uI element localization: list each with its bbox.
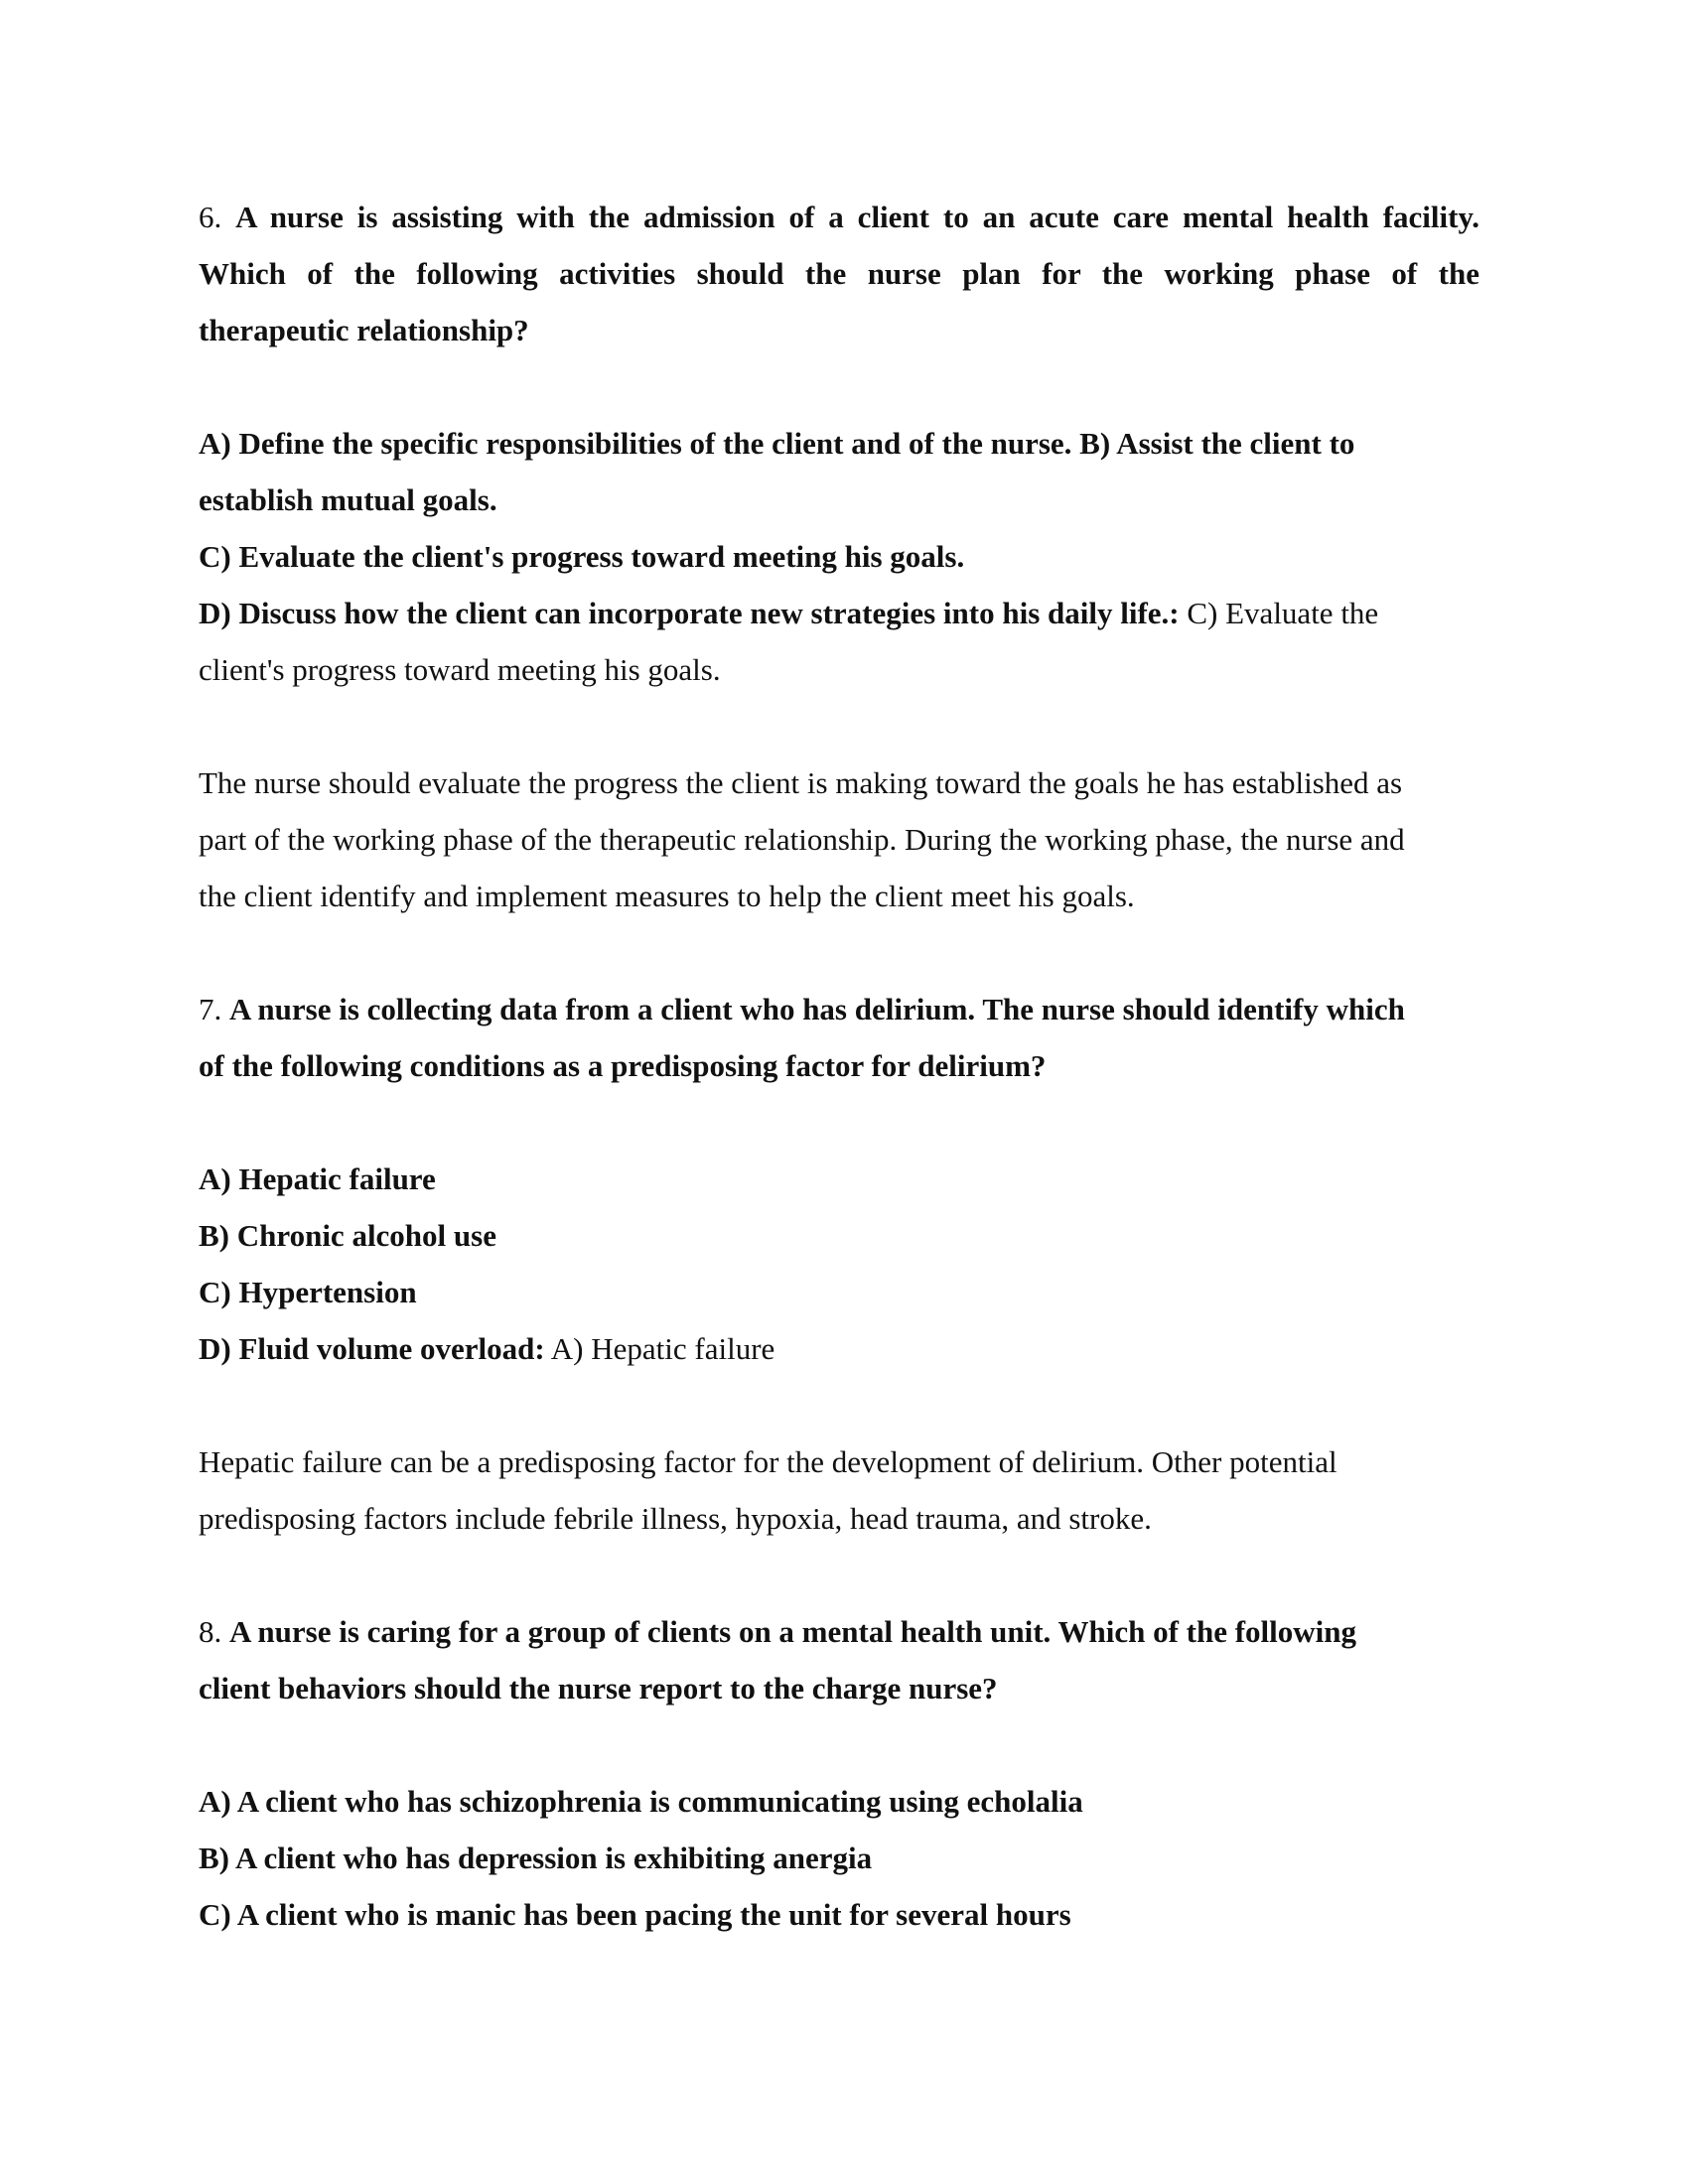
question-8-option-c: C) A client who is manic has been pacing the unit for several hours: [199, 1897, 1071, 1932]
question-7-number: 7.: [199, 992, 222, 1026]
question-7-stem-line-1: 7. A nurse is collecting data from a client who has delirium. The nurse should identify which: [199, 992, 1405, 1026]
question-6-stem-text-1: A nurse is assisting with the admission of a client to an acute care mental health facility.: [235, 200, 1479, 234]
question-6-rationale-line-2: part of the working phase of the therapeutic relationship. During the working phase, the nurse and: [199, 822, 1405, 857]
question-6-number: 6.: [199, 200, 222, 234]
question-8-stem-line-1: 8. A nurse is caring for a group of clients on a mental health unit. Which of the following: [199, 1614, 1357, 1649]
question-6-rationale-line-1: The nurse should evaluate the progress the client is making toward the goals he has established as: [199, 765, 1403, 800]
question-6-stem-line-2: Which of the following activities should the nurse plan for the working phase of the: [199, 256, 1479, 291]
question-7-rationale-line-1: Hepatic failure can be a predisposing factor for the development of delirium. Other potential: [199, 1444, 1337, 1479]
question-6-stem-line-3: therapeutic relationship?: [199, 313, 529, 347]
question-6-option-d: D) Discuss how the client can incorporate new strategies into his daily life.: C) Evaluate the: [199, 596, 1379, 630]
question-7-stem-line-2: of the following conditions as a predisposing factor for delirium?: [199, 1048, 1047, 1083]
question-7-option-c: C) Hypertension: [199, 1275, 417, 1309]
question-7-rationale-line-2: predisposing factors include febrile illness, hypoxia, head trauma, and stroke.: [199, 1501, 1152, 1536]
question-8-option-a: A) A client who has schizophrenia is communicating using echolalia: [199, 1784, 1083, 1819]
question-8-number: 8.: [199, 1614, 222, 1649]
question-6-stem-line-1: [199, 198, 1479, 237]
question-7-answer: A) Hepatic failure: [550, 1331, 775, 1366]
question-6-option-c: C) Evaluate the client's progress toward meeting his goals.: [199, 539, 965, 574]
question-7-option-a: A) Hepatic failure: [199, 1161, 436, 1196]
question-6-option-line-2: establish mutual goals.: [199, 482, 497, 517]
question-8-stem-line-2: client behaviors should the nurse report to the charge nurse?: [199, 1671, 998, 1706]
question-6-answer-part-2: client's progress toward meeting his goals.: [199, 652, 721, 687]
question-6-option-line-1: A) Define the specific responsibilities of the client and of the nurse. B) Assist the client to: [199, 426, 1355, 461]
question-6-rationale-line-3: the client identify and implement measures to help the client meet his goals.: [199, 879, 1135, 913]
question-7-option-d: D) Fluid volume overload: A) Hepatic failure: [199, 1331, 775, 1366]
question-6-answer-part-1: C) Evaluate the: [1187, 596, 1379, 630]
question-8-option-b: B) A client who has depression is exhibiting anergia: [199, 1841, 873, 1875]
question-7-option-b: B) Chronic alcohol use: [199, 1218, 496, 1253]
